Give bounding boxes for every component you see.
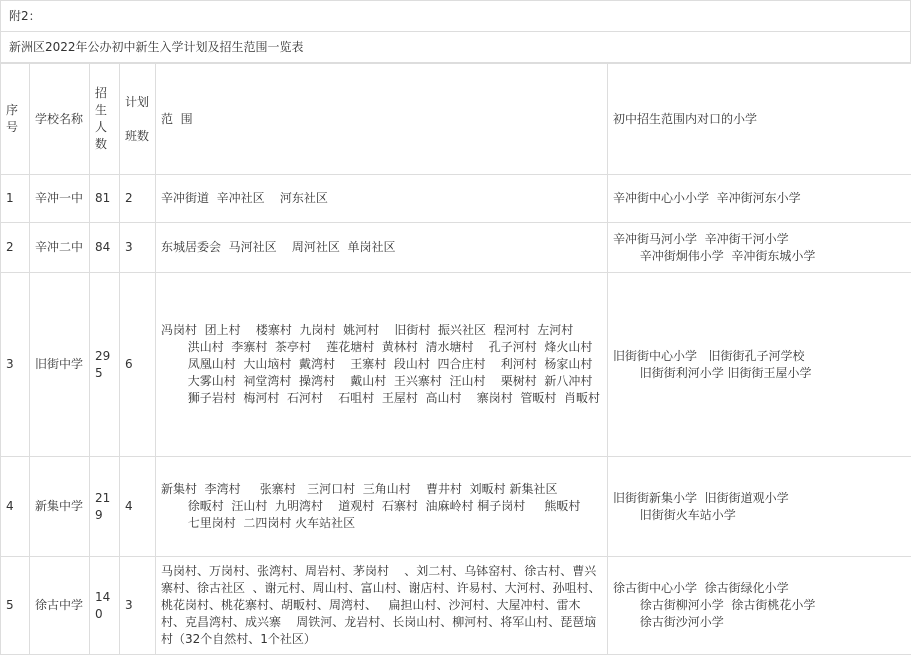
cell-range: 新集村 李湾村 张寨村 三河口村 三角山村 曹井村 刘畈村 新集社区 徐畈村 汪山村 九明湾村 道观村 石寨村 油麻岭村 桐子岗村 熊畈村 七里岗村 二四岗村 火车站社区 bbox=[156, 457, 608, 557]
header-enroll: 招生人数 bbox=[90, 64, 120, 175]
header-no: 序号 bbox=[1, 64, 30, 175]
table-row bbox=[1, 175, 911, 223]
cell-primary: 辛冲街马河小学 辛冲街干河小学 辛冲街炯伟小学 辛冲街东城小学 bbox=[608, 223, 911, 273]
cell-classes: 2 bbox=[120, 175, 156, 223]
table-title: 新洲区2022年公办初中新生入学计划及招生范围一览表 bbox=[0, 31, 911, 63]
cell-no: 4 bbox=[1, 457, 30, 557]
cell-range: 辛冲街道 辛冲社区 河东社区 bbox=[156, 175, 608, 223]
cell-classes: 6 bbox=[120, 273, 156, 457]
enrollment-table bbox=[0, 63, 911, 655]
cell-school: 辛冲一中 bbox=[30, 175, 90, 223]
cell-range: 马岗村、万岗村、张湾村、周岩村、茅岗村 、刘二村、乌钵窑村、徐古村、曹兴寨村、徐古社区 、谢元村、周山村、富山村、谢店村、许易村、大河村、孙咀村、桃花岗村、桃花寨村、胡畈村、周湾村、 扁担山村、沙河村、大屋冲村、雷木村、克昌湾村、成兴寨 周铁河、龙岩村、长岗山村、柳河村、将军山村、琵琶垴村（32个自然村、1个社区） bbox=[156, 557, 608, 655]
cell-classes: 3 bbox=[120, 223, 156, 273]
cell-enroll: 140 bbox=[90, 557, 120, 655]
cell-enroll: 84 bbox=[90, 223, 120, 273]
cell-enroll: 81 bbox=[90, 175, 120, 223]
table-row bbox=[1, 457, 911, 557]
header-school: 学校名称 bbox=[30, 64, 90, 175]
table-row bbox=[1, 223, 911, 273]
cell-no: 1 bbox=[1, 175, 30, 223]
header-classes: 计划 班数 bbox=[120, 64, 156, 175]
cell-school: 新集中学 bbox=[30, 457, 90, 557]
cell-school: 辛冲二中 bbox=[30, 223, 90, 273]
table-header-row bbox=[1, 64, 911, 175]
cell-no: 5 bbox=[1, 557, 30, 655]
cell-classes: 3 bbox=[120, 557, 156, 655]
cell-primary: 旧街街新集小学 旧街街道观小学 旧街街火车站小学 bbox=[608, 457, 911, 557]
cell-school: 徐古中学 bbox=[30, 557, 90, 655]
table-row bbox=[1, 273, 911, 457]
cell-no: 3 bbox=[1, 273, 30, 457]
cell-range: 冯岗村 团上村 楼寨村 九岗村 姚河村 旧街村 振兴社区 程河村 左河村 洪山村 李寨村 茶亭村 莲花塘村 黄林村 清水塘村 孔子河村 烽火山村 凤凰山村 大山垴村 戴湾村 王寨村 段山村 四合庄村 利河村 杨家山村 大雾山村 祠堂湾村 操湾村 戴山村 王兴寨村 汪山村 栗树村 新八冲村 狮子岩村 梅河村 石河村 石咀村 王屋村 高山村 寨岗村 管畈村 肖畈村 bbox=[156, 273, 608, 457]
cell-no: 2 bbox=[1, 223, 30, 273]
cell-enroll: 219 bbox=[90, 457, 120, 557]
header-primary: 初中招生范围内对口的小学 bbox=[608, 64, 911, 175]
cell-range: 东城居委会 马河社区 周河社区 单岗社区 bbox=[156, 223, 608, 273]
header-range: 范 围 bbox=[156, 64, 608, 175]
table-row bbox=[1, 557, 911, 655]
attachment-label: 附2： bbox=[0, 0, 911, 31]
cell-primary: 徐古街中心小学 徐古街绿化小学 徐古街柳河小学 徐古街桃花小学 徐古街沙河小学 bbox=[608, 557, 911, 655]
cell-enroll: 295 bbox=[90, 273, 120, 457]
cell-primary: 辛冲街中心小小学 辛冲街河东小学 bbox=[608, 175, 911, 223]
cell-school: 旧街中学 bbox=[30, 273, 90, 457]
cell-primary: 旧街街中心小学 旧街街孔子河学校 旧街街利河小学 旧街街王屋小学 bbox=[608, 273, 911, 457]
cell-classes: 4 bbox=[120, 457, 156, 557]
